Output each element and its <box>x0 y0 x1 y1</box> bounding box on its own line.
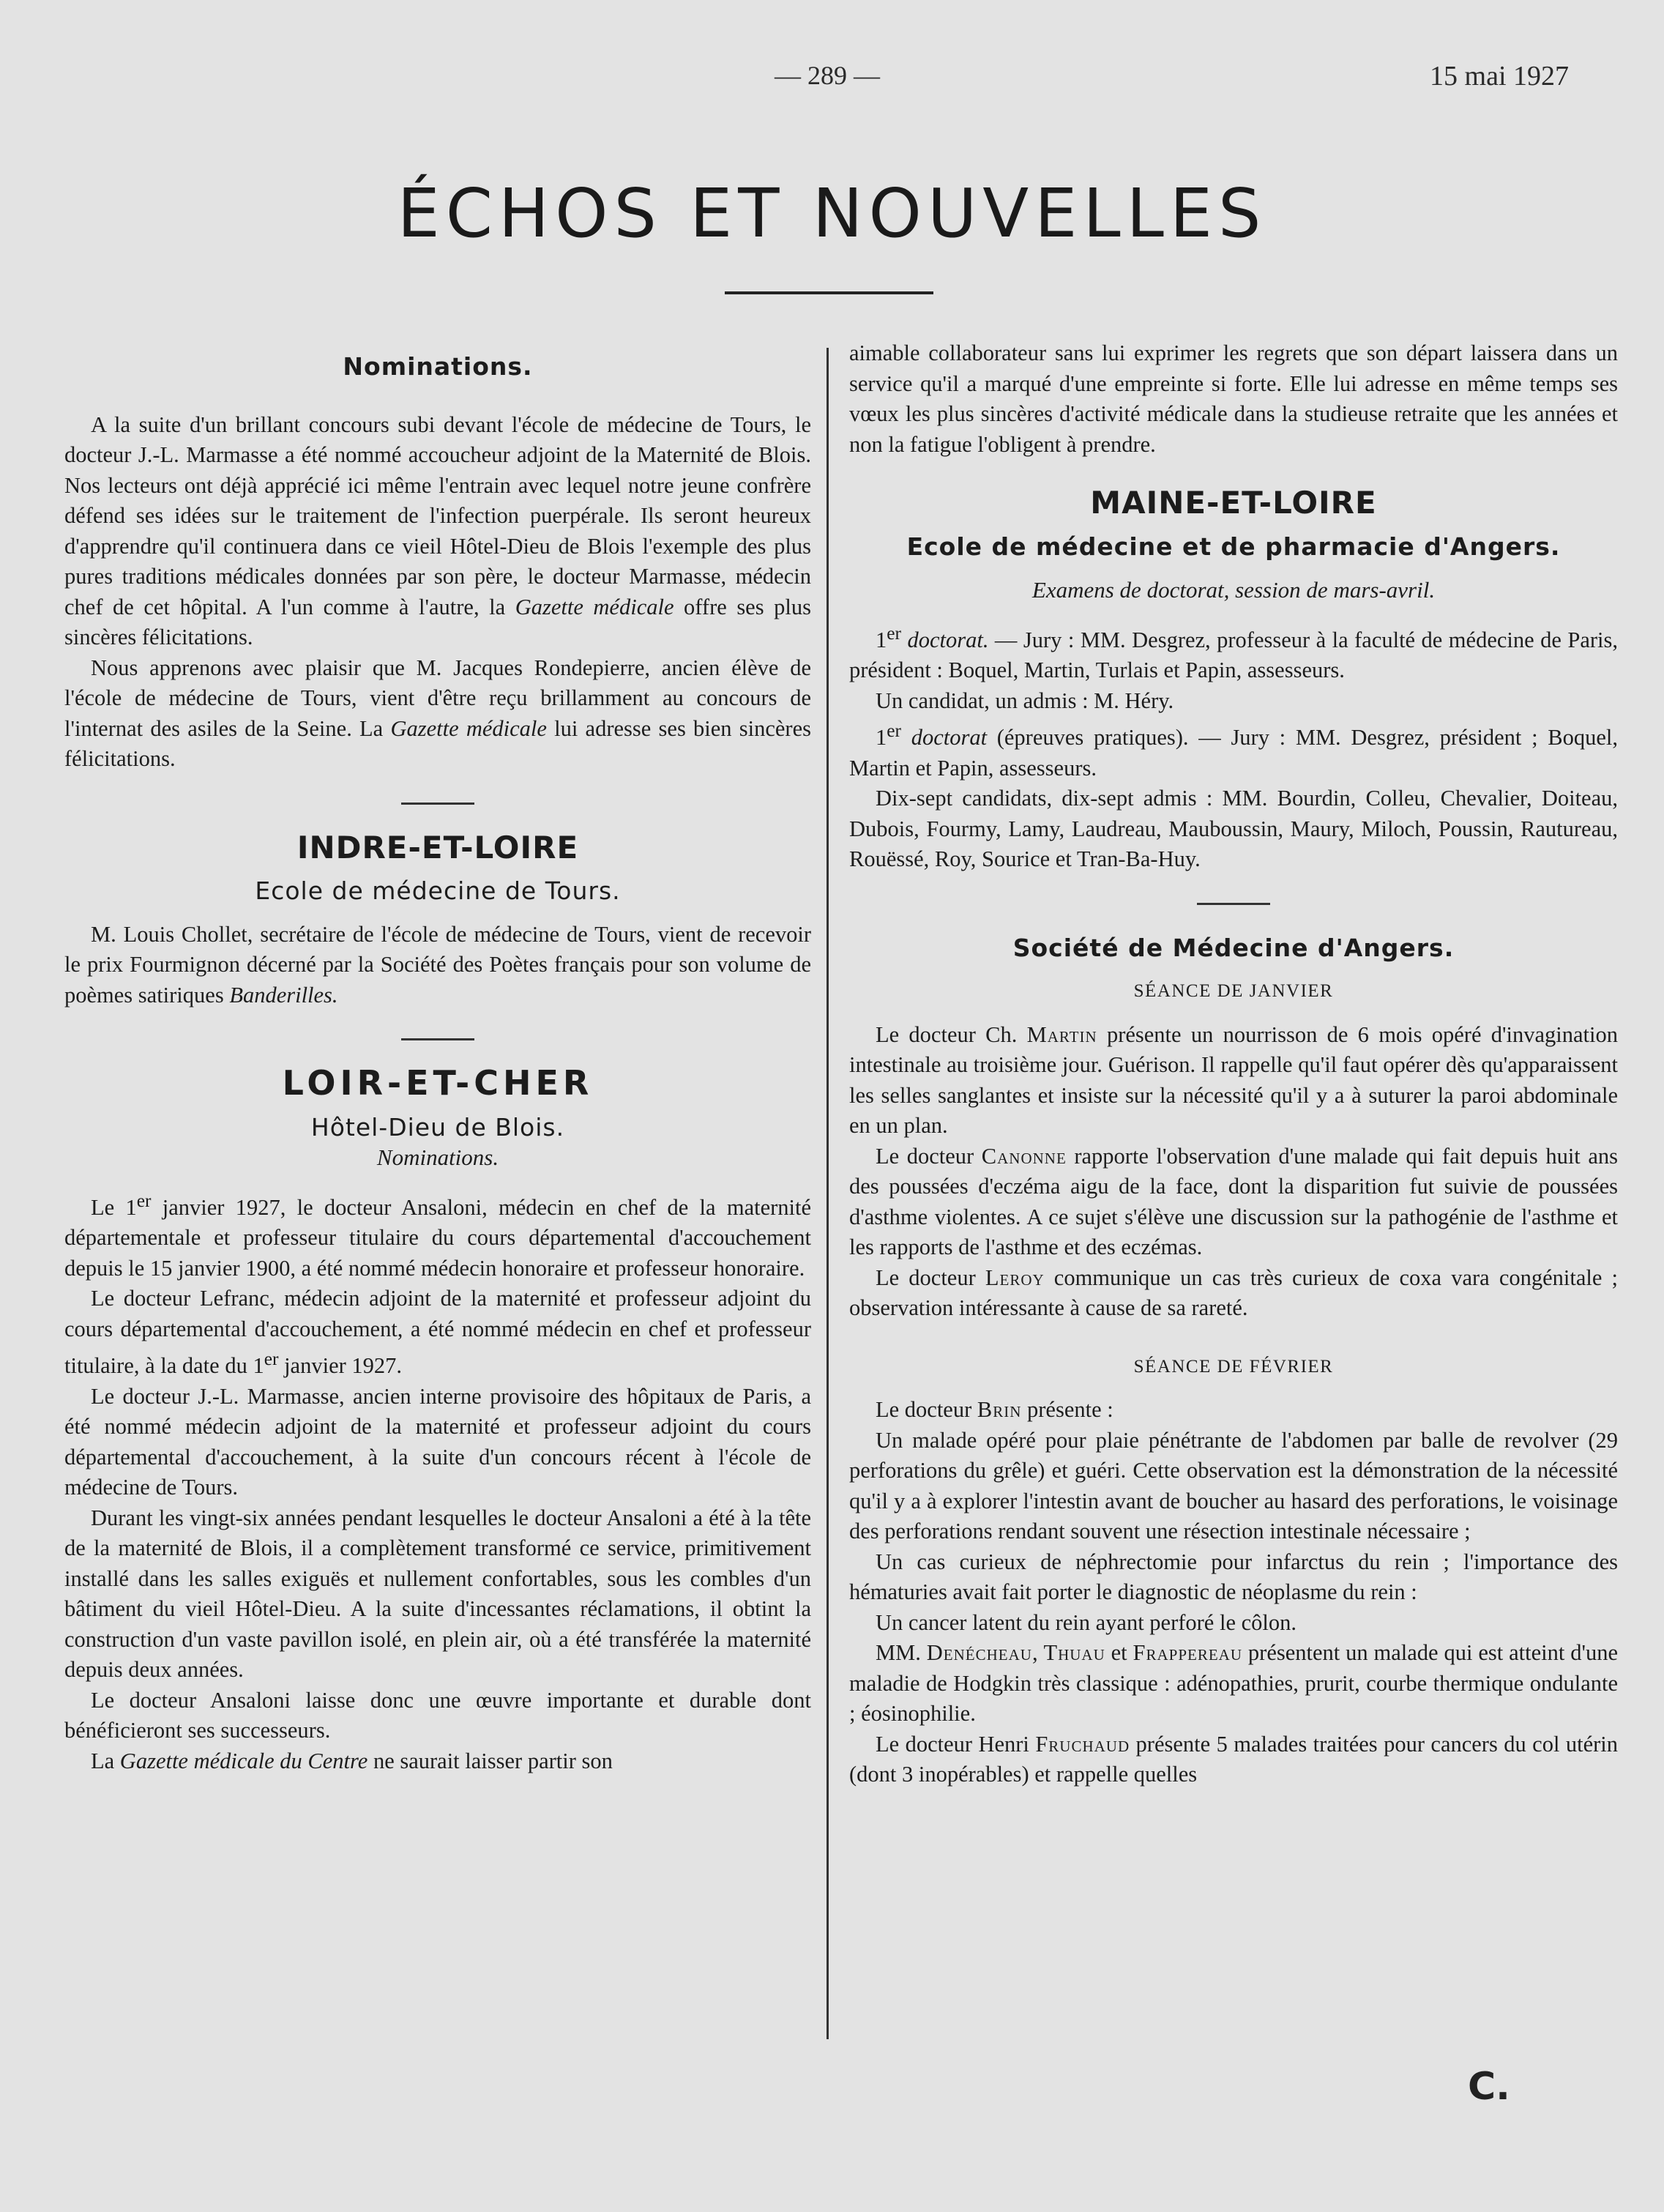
paragraph <box>849 1395 1618 1426</box>
left-column <box>64 338 811 1776</box>
text-run-italic: Banderilles. <box>229 982 338 1008</box>
section-heading-nominations: Nominations. <box>343 352 533 381</box>
text-run: — Jury : MM. Desgrez, professeur à la faculté de médecine de Paris, président : Boquel, Martin, Turlais et Papin, assesseurs. <box>849 627 1619 683</box>
paragraph <box>64 410 811 653</box>
text-run-smallcaps: Frappereau <box>1133 1640 1243 1666</box>
paragraph <box>64 1284 811 1382</box>
section-heading-loir-et-cher: LOIR-ET-CHER <box>282 1063 594 1103</box>
seance-fevrier-heading: SÉANCE DE FÉVRIER <box>1133 1356 1334 1377</box>
paragraph: Un cas curieux de néphrectomie pour infarctus du rein ; l'importance des hématuries avait fait porter le diagnostic de néoplasme du rein : <box>849 1549 1618 1605</box>
text-run: offre ses plus sincères félicitations. <box>64 594 811 649</box>
paragraph <box>849 716 1618 783</box>
text-run: MM. <box>876 1640 927 1666</box>
subheading-ecole-angers: Ecole de médecine et de pharmacie d'Angers. <box>906 532 1561 561</box>
text-run-italic: Gazette médicale <box>390 715 547 741</box>
paragraph <box>849 619 1618 686</box>
page-title: ÉCHOS ET NOUVELLES <box>397 174 1267 253</box>
text-run-smallcaps: Canonne <box>981 1143 1067 1169</box>
paragraph <box>64 1186 811 1284</box>
right-column <box>849 338 1618 1790</box>
paragraph <box>64 1746 811 1777</box>
paragraph <box>849 1263 1618 1324</box>
paragraph: Un candidat, un admis : M. Héry. <box>876 688 1174 713</box>
subheading-hotel-dieu-blois: Hôtel-Dieu de Blois. <box>310 1112 565 1142</box>
superscript: er <box>887 720 901 742</box>
text-run: 1 <box>876 725 887 751</box>
text-run: Nous apprenons avec plaisir que M. Jacques Rondepierre, ancien élève de l'école de médecine de Tours, vient d'être reçu brillamment au concours de l'internat des asiles de la Seine. La <box>64 655 811 741</box>
text-run-italic: doctorat <box>901 725 988 751</box>
text-run-smallcaps: Thuau <box>1043 1640 1105 1666</box>
text-run: présente : <box>1021 1397 1113 1423</box>
paragraph <box>849 1020 1618 1142</box>
text-run: ne saurait laisser partir son <box>368 1748 613 1773</box>
section-heading-indre-et-loire: INDRE-ET-LOIRE <box>296 829 579 865</box>
superscript: er <box>136 1190 152 1211</box>
superscript: er <box>264 1349 279 1370</box>
paragraph: Le docteur J.-L. Marmasse, ancien interne provisoire des hôpitaux de Paris, a été nommé médecin adjoint de la maternité et professeur adjoint du cours départemental d'accouchement, à la suite d'un concours récent à l'école de médecine de Tours. <box>64 1383 811 1500</box>
paragraph <box>64 653 811 775</box>
text-run: présente 5 malades traitées pour cancers du col utérin (dont 3 inopérables) et rappelle quelles <box>849 1731 1618 1787</box>
signature-mark: C. <box>1468 2065 1510 2109</box>
text-run: (épreuves pratiques). — Jury : MM. Desgrez, président ; Boquel, Martin et Papin, assesseurs. <box>849 725 1618 781</box>
text-run: Le docteur Henri <box>876 1731 1036 1757</box>
paragraph <box>64 920 811 1011</box>
text-run: rapporte l'observation d'une malade qui fait depuis huit ans des poussées d'eczéma aigu de la face, dont la disparition fut suivie de poussées d'asthme violentes. A ce sujet s'élève une discussion sur la pathogénie de l'asthme et les rapports de l'asthme et des eczémas. <box>849 1143 1619 1260</box>
text-run: Le docteur <box>876 1397 977 1423</box>
text-run-smallcaps: Martin <box>1026 1021 1097 1047</box>
text-run-smallcaps: Fruchaud <box>1035 1731 1130 1757</box>
issue-date: 15 mai 1927 <box>1430 61 1569 92</box>
text-run-italic: Gazette médicale <box>515 594 674 619</box>
text-run: Le docteur <box>876 1143 982 1169</box>
text-run: lui adresse ses bien sincères félicitations. <box>64 715 811 771</box>
column-divider <box>827 348 829 2039</box>
text-run: Le docteur <box>876 1265 985 1290</box>
page-number: — 289 — <box>775 61 880 90</box>
section-heading-societe-angers: Société de Médecine d'Angers. <box>1012 933 1455 962</box>
text-run: La <box>91 1748 120 1773</box>
seance-janvier-heading: SÉANCE DE JANVIER <box>1133 981 1334 1002</box>
text-run: 1 <box>876 627 887 652</box>
text-run-italic: Gazette médicale du Centre <box>119 1748 368 1773</box>
text-run: et <box>1105 1640 1133 1666</box>
text-run: communique un cas très curieux de coxa vara congénitale ; observation intéressante à cause de sa rareté. <box>849 1265 1618 1321</box>
text-run: présente un nourrisson de 6 mois opéré d'invagination intestinale au troisième jour. Guérison. Il rappelle qu'il faut opérer dès qu'apparaissent les selles sanglantes et insiste sur la nécessité qu'il y a à suturer la paroi abdominale en un plan. <box>849 1021 1618 1139</box>
paragraph: Un cancer latent du rein ayant perforé le côlon. <box>876 1609 1296 1635</box>
paragraph: Durant les vingt-six années pendant lesquelles le docteur Ansaloni a été à la tête de la maternité de Blois, il a complètement transformé ce service, primitivement installé dans les salles exiguës et nullement confortables, sous les combles d'un bâtiment du vieil Hôtel-Dieu. A la suite d'incessantes réclamations, il obtint la construction d'un vaste pavillon isolé, en plein air, où a été transférée la maternité depuis deux années. <box>64 1505 811 1683</box>
title-rule <box>725 291 933 294</box>
subheading-nominations-italic: Nominations. <box>376 1144 499 1170</box>
text-run: , <box>1031 1640 1044 1666</box>
paragraph <box>849 1638 1618 1729</box>
text-run: présentent un malade qui est atteint d'une maladie de Hodgkin très classique : adénopathies, prurit, courbe thermique ondulante ; éosinophilie. <box>849 1640 1618 1727</box>
paragraph-continuation: aimable collaborateur sans lui exprimer les regrets que son départ laissera dans un service qu'il a marqué d'une empreinte si forte. Elle lui adresse en même temps ses vœux les plus sincères d'activité médicale dans la studieuse retraite que les années et non la fatigue l'obligent à prendre. <box>849 340 1618 457</box>
paragraph <box>849 1729 1618 1790</box>
text-run-smallcaps: Leroy <box>985 1265 1045 1290</box>
superscript: er <box>887 622 901 644</box>
text-run: Le docteur Ch. <box>876 1021 1027 1047</box>
text-run: Le 1 <box>91 1194 137 1220</box>
text-run: Le docteur Lefranc, médecin adjoint de la maternité et professeur adjoint du cours départemental d'accouchement, a été nommé médecin en chef et professeur titulaire, à la date du 1 <box>64 1286 811 1379</box>
paragraph: Le docteur Ansaloni laisse donc une œuvre importante et durable dont bénéficieront ses successeurs. <box>64 1687 811 1743</box>
text-run: M. Louis Chollet, secrétaire de l'école de médecine de Tours, vient de recevoir le prix Fourmignon décerné par la Société des Poètes français pour son volume de poèmes satiriques <box>64 921 811 1008</box>
text-run: janvier 1927, le docteur Ansaloni, médecin en chef de la maternité départementale et professeur titulaire du cours départemental d'accouchement depuis le 15 janvier 1900, a été nommé médecin honoraire et professeur honoraire. <box>64 1194 812 1281</box>
text-run-smallcaps: Denécheau <box>926 1640 1032 1666</box>
exam-session-line: Examens de doctorat, session de mars-avril. <box>1031 577 1436 603</box>
text-run: janvier 1927. <box>278 1353 403 1379</box>
subheading-ecole-tours: Ecole de médecine de Tours. <box>255 876 621 905</box>
section-heading-maine-et-loire: MAINE-ET-LOIRE <box>1090 485 1377 521</box>
paragraph <box>849 1142 1618 1263</box>
text-run-smallcaps: Brin <box>977 1397 1022 1423</box>
text-run: A la suite d'un brillant concours subi devant l'école de médecine de Tours, le docteur J.-L. Marmasse a été nommé accoucheur adjoint de la Maternité de Blois. Nos lecteurs ont déjà apprécié ici même l'entrain avec lequel notre jeune confrère défend ses idées sur le traitement de l'infection puerpérale. Ils seront heureux d'apprendre qu'il continuera dans ce vieil Hôtel-Dieu de Blois l'exemple des plus pures traditions médicales données par son père, le docteur Marmasse, médecin chef de cet hôpital. A l'un comme à l'autre, la <box>64 412 811 619</box>
paragraph: Un malade opéré pour plaie pénétrante de l'abdomen par balle de revolver (29 perforations du grêle) et guéri. Cette observation est la démonstration de la nécessité qu'il y a à explorer l'intestin avant de boucher au hasard des perforations, le voisinage des perforations rendant souvent une résection intestinale nécessaire ; <box>849 1427 1618 1544</box>
text-run-italic: doctorat. <box>901 627 989 652</box>
paragraph: Dix-sept candidats, dix-sept admis : MM. Bourdin, Colleu, Chevalier, Doiteau, Dubois, Fourmy, Lamy, Laudreau, Mauboussin, Maury, Miloch, Poussin, Rautureau, Rouëssé, Roy, Sourice et Tran-Ba-Huy. <box>849 786 1618 872</box>
